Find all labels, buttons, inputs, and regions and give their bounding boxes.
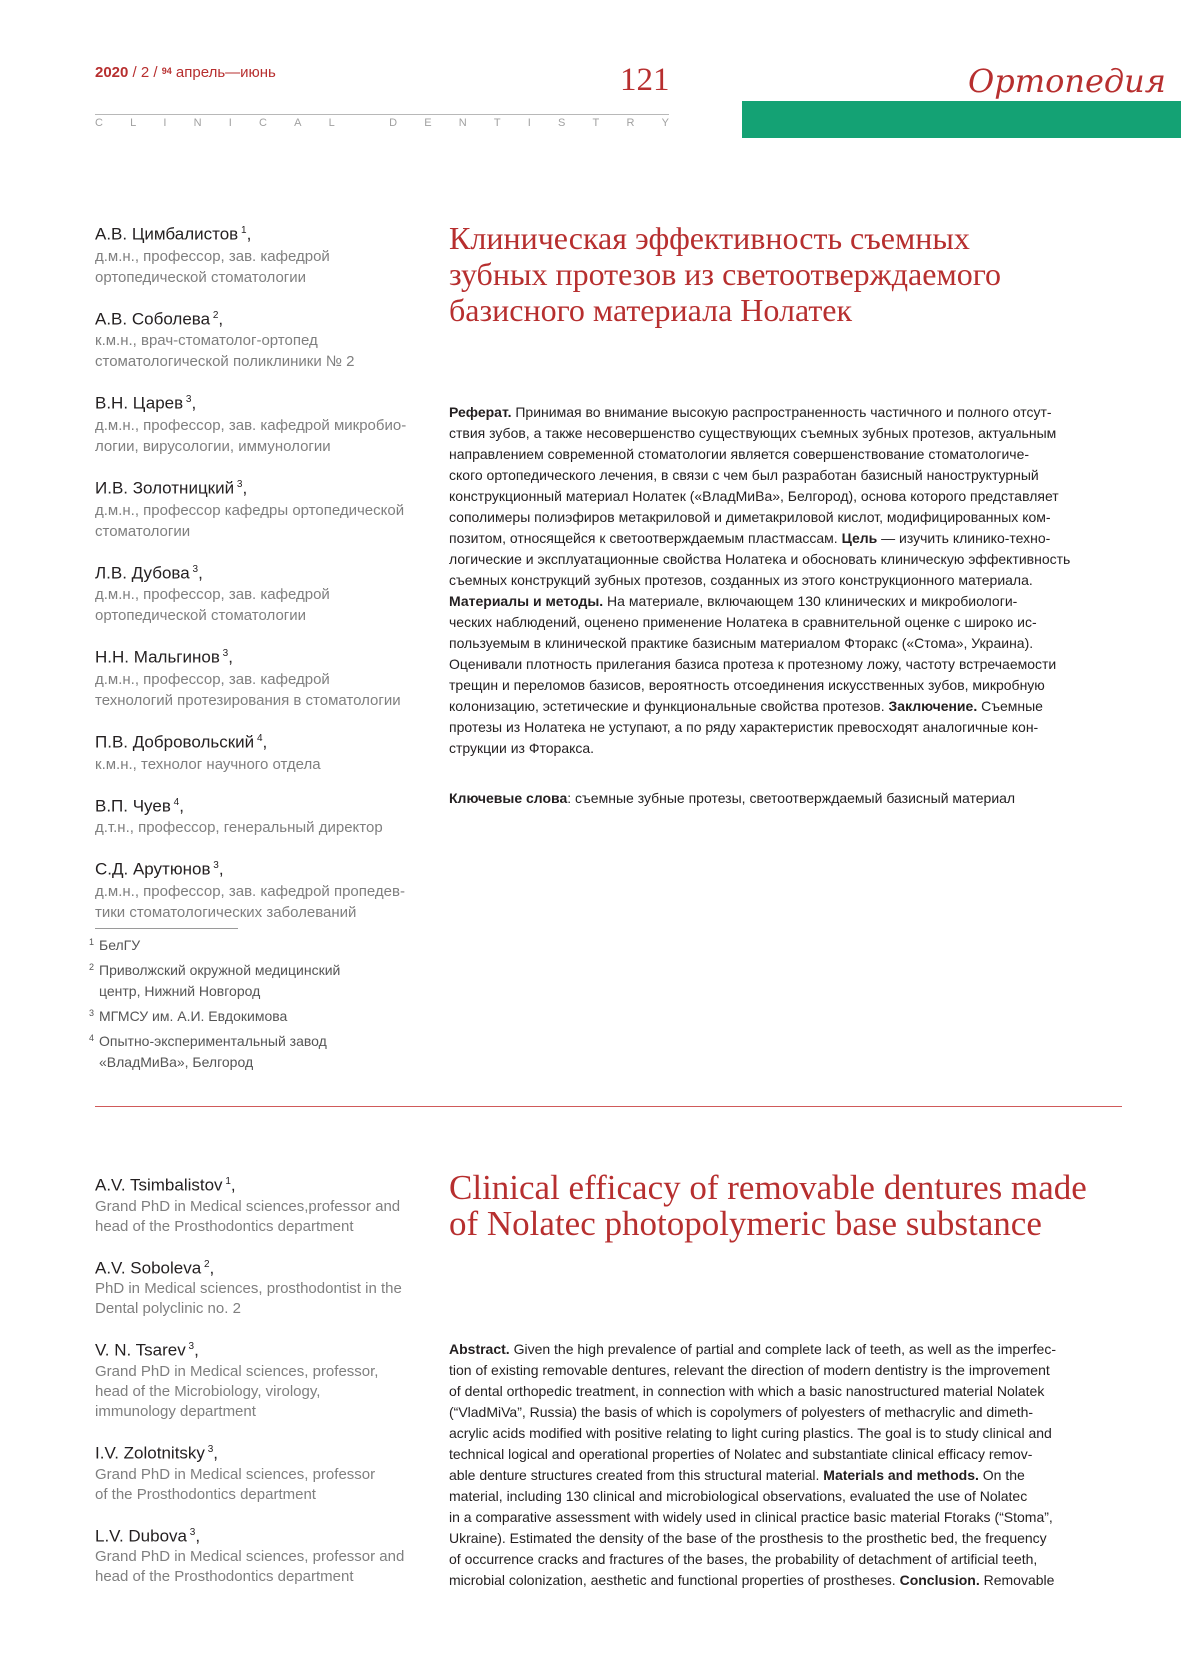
abstract-text: acrylic acids modified with positive relating to light curing plastics. The goal is to study clinical and	[449, 1425, 1052, 1441]
author-description: к.м.н., врач-стоматолог-ортопед	[95, 332, 318, 350]
abstract-line	[449, 717, 1124, 738]
author-name-comma: ,	[209, 1258, 215, 1278]
author-description: д.м.н., профессор, зав. кафедрой	[95, 670, 330, 688]
author-affiliation-mark: 3	[210, 860, 219, 872]
abstract-text: протезы из Нолатека не уступают, а по ряду характеристик превосходят аналогичные кон-	[449, 719, 1039, 735]
author-description: Grand PhD in Medical sciences, professor and	[95, 1548, 405, 1566]
author-entry	[95, 474, 425, 542]
author-description: Grand PhD in Medical sciences, professor,	[95, 1362, 379, 1380]
author-name-text: И.В. Золотницкий	[95, 478, 235, 498]
abstract-heading: Цель	[841, 530, 878, 546]
abstract-text: пользуемым в клинической практике базисным материалом Фторакс («Стома», Украина).	[449, 635, 1034, 651]
author-affiliation-mark: 1	[222, 1176, 231, 1187]
keywords-label: Ключевые слова	[449, 790, 568, 806]
page-number: 121	[620, 62, 670, 98]
journal-letter: R	[626, 117, 635, 129]
author-name-text: V. N. Tsarev	[95, 1340, 186, 1360]
author-affiliation-mark: 3	[183, 394, 192, 406]
author-entry	[95, 1439, 425, 1505]
abstract-heading: Abstract.	[449, 1341, 510, 1357]
abstract-text: ского ортопедического лечения, в связи с чем был разработан базисный наноструктурный	[449, 467, 1039, 483]
author-description: head of the Microbiology, virology,	[95, 1382, 321, 1400]
abstract-text: съемных конструкций зубных протезов, созданных из этого конструкционного материала.	[449, 572, 1033, 588]
author-affiliation-mark: 3	[185, 1341, 195, 1353]
author-affiliation-mark: 2	[201, 1258, 210, 1270]
journal-letter: L	[130, 117, 137, 129]
abstract-text: Оценивали плотность прилегания базиса протеза к протезному ложу, частоту встречаемости	[449, 656, 1057, 672]
author-name	[95, 389, 425, 415]
author-description: Dental polyclinic no. 2	[95, 1300, 241, 1318]
author-affiliation-mark: 3	[234, 478, 243, 490]
author-description: Grand PhD in Medical sciences, professor	[95, 1465, 376, 1483]
author-name-comma: ,	[198, 563, 203, 583]
journal-letter: N	[193, 117, 202, 129]
abstract-text: material, including 130 clinical and microbiological observations, evaluated the use of Nolatec	[449, 1488, 1028, 1504]
author-name-comma: ,	[228, 647, 233, 667]
journal-letter: S	[558, 117, 566, 129]
author-entry	[95, 389, 425, 457]
author-description: ортопедической стоматологии	[95, 607, 307, 625]
author-name-comma: ,	[191, 393, 197, 413]
abstract-line	[449, 570, 1124, 591]
abstract-line	[449, 1528, 1124, 1549]
footnote-text	[99, 960, 340, 1002]
author-description: д.м.н., профессор, зав. кафедрой пропедев-	[95, 882, 405, 900]
abstract-text: tion of existing removable dentures, relevant the direction of modern dentistry is the improvement	[449, 1362, 1050, 1378]
affiliations-footnotes	[89, 935, 429, 1077]
footnote-line: Приволжский окружной медицинский	[99, 962, 341, 978]
abstract-text: Removable	[979, 1572, 1055, 1588]
author-entry	[95, 792, 425, 839]
footnote-line: БелГУ	[99, 937, 141, 953]
author-name	[95, 1336, 425, 1362]
author-description: Grand PhD in Medical sciences,professor and	[95, 1197, 401, 1215]
abstract-line	[449, 1486, 1124, 1507]
author-affiliation-mark: 3	[219, 648, 229, 660]
abstract-heading: Conclusion.	[899, 1572, 980, 1588]
author-name-text: A.V. Tsimbalistov	[95, 1175, 223, 1195]
author-name-text: I.V. Zolotnitsky	[95, 1443, 205, 1463]
author-affiliation-mark: 3	[189, 563, 199, 575]
author-name-text: В.П. Чуев	[95, 796, 171, 816]
authors-list-en	[95, 1171, 425, 1604]
author-name-comma: ,	[194, 1340, 199, 1360]
abstract-heading: Заключение.	[888, 698, 978, 714]
author-name-comma: ,	[246, 224, 252, 244]
journal-letter: Y	[661, 117, 669, 129]
author-name	[95, 1522, 425, 1548]
author-entry	[95, 1171, 425, 1237]
author-entry	[95, 220, 425, 288]
author-description: стоматологической поликлиники № 2	[95, 353, 355, 371]
author-name	[95, 305, 425, 331]
abstract-text: ческих наблюдений, оценено применение Нолатека в сравнительной оценке с широко ис-	[449, 614, 1037, 630]
footnote-number: 4	[89, 1033, 95, 1043]
author-entry	[95, 1254, 425, 1320]
abstract-text: сополимеры полиэфиров метакриловой и диметакриловой кислот, модифицированных ком-	[449, 509, 1051, 525]
author-description: of the Prosthodontics department	[95, 1485, 316, 1503]
author-name-comma: ,	[195, 1526, 201, 1546]
footnote	[89, 935, 429, 956]
abstract-text: of occurrence cracks and fractures of the bases, the probability of detachment of artificial teeth,	[449, 1551, 1038, 1567]
author-name-comma: ,	[213, 1443, 218, 1463]
author-name-comma: ,	[262, 732, 268, 752]
issue-year: 2020	[95, 64, 129, 81]
abstract-line	[449, 1423, 1124, 1444]
abstract-line	[449, 1444, 1124, 1465]
abstract-line	[449, 612, 1124, 633]
abstract-text: логические и эксплуатационные свойства Нолатека и обосновать клиническую эффективность	[449, 551, 1071, 567]
author-entry	[95, 728, 425, 775]
abstract-text: Given the high prevalence of partial and complete lack of teeth, as well as the imperfec-	[509, 1341, 1056, 1357]
author-description: immunology department	[95, 1402, 256, 1420]
journal-letter: A	[294, 117, 302, 129]
abstract-text: Съемные	[977, 698, 1043, 714]
author-description: д.м.н., профессор, зав. кафедрой	[95, 586, 330, 604]
author-name-comma: ,	[242, 478, 248, 498]
author-description: д.м.н., профессор, зав. кафедрой	[95, 247, 330, 265]
journal-letter: I	[527, 117, 531, 129]
author-entry	[95, 643, 425, 711]
title-line: of Nolatec photopolymeric base substance	[449, 1204, 1042, 1243]
abstract-text: направлением современной стоматологии является совершенствование стоматологиче-	[449, 446, 1030, 462]
author-description: стоматологии	[95, 522, 191, 540]
author-name	[95, 855, 425, 881]
abstract-text: able denture structures created from this structural material.	[449, 1467, 824, 1483]
abstract-en	[449, 1339, 1124, 1591]
title-line: Clinical efficacy of removable dentures made	[449, 1168, 1087, 1207]
abstract-line	[449, 465, 1124, 486]
author-name-comma: ,	[218, 859, 224, 879]
author-name	[95, 1171, 425, 1197]
author-affiliation-mark: 3	[204, 1443, 214, 1455]
author-description: логии, вирусологии, иммунологии	[95, 437, 331, 455]
abstract-line	[449, 675, 1124, 696]
footnote	[89, 960, 429, 1002]
author-description: д.м.н., профессор кафедры ортопедической	[95, 501, 405, 519]
journal-letter: T	[592, 117, 600, 129]
abstract-line	[449, 1549, 1124, 1570]
author-entry	[95, 1522, 425, 1588]
journal-name	[95, 117, 669, 129]
abstract-line	[449, 696, 1124, 717]
abstract-line	[449, 654, 1124, 675]
abstract-line	[449, 486, 1124, 507]
header-rule	[95, 114, 669, 115]
footnote-rule	[95, 928, 238, 929]
author-description: технологий протезирования в стоматологии	[95, 691, 401, 709]
title-line: Клиническая эффективность съемных	[449, 220, 970, 256]
author-description: head of the Prosthodontics department	[95, 1568, 354, 1586]
footnote	[89, 1006, 429, 1027]
author-name-comma: ,	[230, 1175, 236, 1195]
abstract-text: колонизацию, эстетические и функциональные свойства протезов.	[449, 698, 889, 714]
footnote-line: центр, Нижний Новгород	[99, 983, 261, 999]
author-entry	[95, 855, 425, 923]
author-affiliation-mark: 3	[187, 1526, 196, 1538]
abstract-text: in a comparative assessment with widely used in clinical practice basic material Ftoraks (“Stoma”,	[449, 1509, 1053, 1525]
abstract-text: струкции из Фторакса.	[449, 740, 595, 756]
authors-list-ru	[95, 220, 425, 940]
footnote-number: 3	[89, 1008, 95, 1018]
author-name-text: Л.В. Дубова	[95, 563, 190, 583]
author-name	[95, 220, 425, 246]
keywords-ru	[449, 790, 1015, 806]
author-name	[95, 1254, 425, 1280]
abstract-line	[449, 402, 1124, 423]
issue-period: апрель—июнь	[171, 64, 276, 81]
author-name	[95, 792, 425, 818]
abstract-line	[449, 633, 1124, 654]
author-affiliation-mark: 4	[254, 732, 263, 744]
footnote-line: «ВладМиВа», Белгород	[99, 1054, 254, 1070]
article-title-ru	[449, 220, 1139, 328]
author-name-text: В.Н. Царев	[95, 393, 184, 413]
issue-info	[95, 64, 276, 81]
abstract-text: — изучить клинико-техно-	[877, 530, 1051, 546]
abstract-line	[449, 1360, 1124, 1381]
author-name	[95, 728, 425, 754]
author-entry	[95, 559, 425, 627]
issue-total-number: 94	[161, 66, 172, 76]
issue-number: / 2 /	[128, 64, 162, 81]
footnote	[89, 1031, 429, 1073]
journal-letter: I	[163, 117, 167, 129]
author-entry	[95, 1336, 425, 1422]
keywords-text: : съемные зубные протезы, светоотверждаемый базисный материал	[567, 790, 1016, 806]
journal-letter: C	[95, 117, 103, 129]
footnote-text	[99, 1006, 287, 1027]
author-description: тики стоматологических заболеваний	[95, 903, 357, 921]
author-name-comma: ,	[218, 309, 224, 329]
article-title-en	[449, 1170, 1149, 1242]
abstract-line	[449, 1570, 1124, 1591]
journal-letter: N	[458, 117, 467, 129]
title-line: зубных протезов из светоотверждаемого	[449, 256, 1002, 292]
abstract-text: На материале, включающем 130 клинических и микробиологи-	[603, 593, 1018, 609]
abstract-line	[449, 1507, 1124, 1528]
footnote-line: Опытно-экспериментальный завод	[99, 1033, 327, 1049]
abstract-text: ствия зубов, а также несовершенство существующих съемных зубных протезов, актуальным	[449, 425, 1057, 441]
abstract-text: трещин и переломов базисов, вероятность отсоединения искусственных зубов, микробную	[449, 677, 1045, 693]
author-name-text: A.V. Soboleva	[95, 1258, 202, 1278]
footnote-number: 2	[89, 962, 95, 972]
journal-letter: I	[228, 117, 232, 129]
journal-letter: D	[389, 117, 398, 129]
author-name-text: А.В. Соболева	[95, 309, 211, 329]
section-band	[742, 101, 1181, 138]
abstract-ru	[449, 402, 1124, 759]
abstract-text: (“VladMiVa”, Russia) the basis of which is copolymers of polyesters of methacrylic and dimeth-	[449, 1404, 1034, 1420]
abstract-text: Ukraine). Estimated the density of the base of the prosthesis to the prosthetic bed, the frequency	[449, 1530, 1047, 1546]
abstract-heading: Реферат.	[449, 404, 512, 420]
author-name	[95, 559, 425, 585]
abstract-text: On the	[978, 1467, 1025, 1483]
author-affiliation-mark: 4	[170, 796, 180, 808]
author-entry	[95, 305, 425, 373]
author-name	[95, 643, 425, 669]
abstract-text: technical logical and operational properties of Nolatec and substantiate clinical efficacy remov-	[449, 1446, 1033, 1462]
abstract-line	[449, 528, 1124, 549]
abstract-text: Принимая во внимание высокую распространенность частичного и полного отсут-	[511, 404, 1052, 420]
author-name-comma: ,	[179, 796, 184, 816]
author-affiliation-mark: 1	[238, 225, 247, 236]
abstract-text: позитом, относящейся к светоотверждаемым пластмассам.	[449, 530, 842, 546]
language-divider	[95, 1106, 1122, 1107]
abstract-line	[449, 1402, 1124, 1423]
abstract-line	[449, 1339, 1124, 1360]
author-name	[95, 474, 425, 500]
title-line: базисного материала Нолатек	[449, 292, 853, 328]
footnote-line: МГМСУ им. А.И. Евдокимова	[99, 1008, 288, 1024]
author-name-text: С.Д. Арутюнов	[95, 859, 211, 879]
footnote-text	[99, 935, 140, 956]
author-description: PhD in Medical sciences, prosthodontist in the	[95, 1280, 402, 1298]
author-name-text: L.V. Dubova	[95, 1526, 187, 1546]
author-name	[95, 1439, 425, 1465]
author-description: д.м.н., профессор, зав. кафедрой микробио-	[95, 416, 407, 434]
journal-letter: E	[424, 117, 432, 129]
journal-letter: T	[493, 117, 501, 129]
author-description: head of the Prosthodontics department	[95, 1217, 354, 1235]
abstract-line	[449, 549, 1124, 570]
author-affiliation-mark: 2	[210, 309, 219, 321]
abstract-text: конструкционный материал Нолатек («ВладМиВа», Белгород), основа которого представляет	[449, 488, 1059, 504]
abstract-heading: Materials and methods.	[823, 1467, 979, 1483]
author-name-text: А.В. Цимбалистов	[95, 224, 239, 244]
abstract-text: of dental orthopedic treatment, in connection with which a basic nanostructured material Nolatek	[449, 1383, 1045, 1399]
author-name-text: П.В. Добровольский	[95, 732, 255, 752]
abstract-line	[449, 1465, 1124, 1486]
author-name-text: Н.Н. Мальгинов	[95, 647, 220, 667]
footnote-number: 1	[89, 937, 95, 947]
abstract-line	[449, 1381, 1124, 1402]
abstract-line	[449, 591, 1124, 612]
abstract-line	[449, 423, 1124, 444]
author-description: ортопедической стоматологии	[95, 268, 307, 286]
section-title: Ортопедия	[968, 62, 1166, 100]
footnote-text	[99, 1031, 327, 1073]
abstract-text: microbial colonization, aesthetic and functional properties of prostheses.	[449, 1572, 900, 1588]
abstract-line	[449, 444, 1124, 465]
abstract-heading: Материалы и методы.	[449, 593, 604, 609]
abstract-line	[449, 507, 1124, 528]
author-description: к.м.н., технолог научного отдела	[95, 755, 321, 773]
abstract-line	[449, 738, 1124, 759]
author-description: д.т.н., профессор, генеральный директор	[95, 819, 383, 837]
journal-letter: C	[259, 117, 267, 129]
journal-letter: L	[328, 117, 335, 129]
